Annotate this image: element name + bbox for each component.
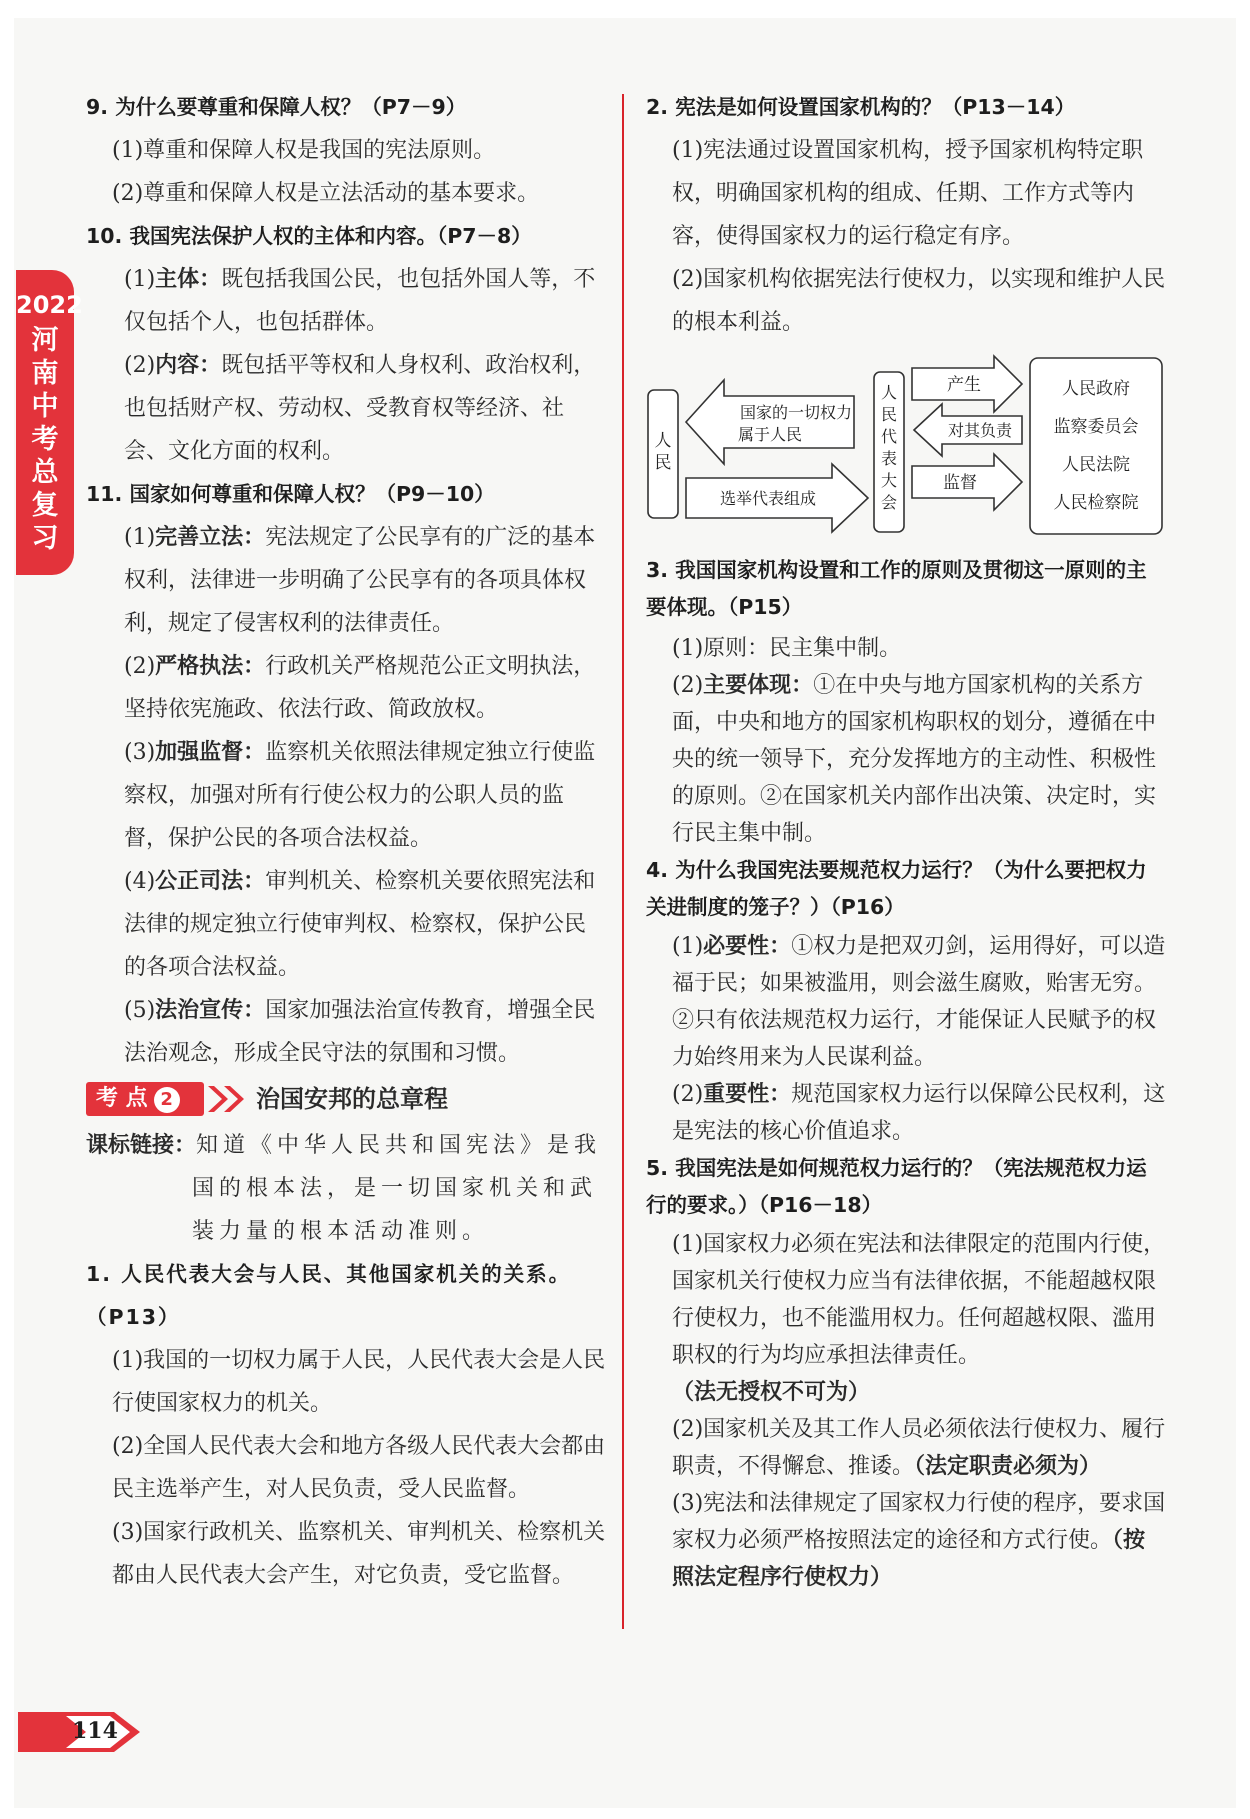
- side-tab-char: 复: [31, 490, 59, 521]
- answer-item: (1)主体：既包括我国公民，也包括外国人等，不仅包括个人，也包括群体。: [124, 267, 596, 335]
- answer-item: (1)宪法通过设置国家机构，授予国家机构特定职权，明确国家机构的组成、任期、工作方式等内容，使得国家权力的运行稳定有序。: [672, 138, 1144, 249]
- right-column-lower: [646, 552, 1166, 1596]
- question-title: 11. 国家如何尊重和保障人权？（P9－10）: [86, 482, 495, 506]
- answer-item: (1)完善立法：宪法规定了公民享有的广泛的基本权利，法律进一步明确了公民享有的各项具体权利，规定了侵害权利的法律责任。: [124, 525, 596, 636]
- side-tab-year: 2022: [16, 291, 83, 319]
- answer-item: (2)尊重和保障人权是立法活动的基本要求。: [112, 181, 540, 206]
- question-title: 9. 为什么要尊重和保障人权？（P7－9）: [86, 95, 467, 119]
- answer-item: (1)必要性：①权力是把双刃剑，运用得好，可以造福于民；如果被滥用，则会滋生腐败，贻害无穷。②只有依法规范权力运行，才能保证人民赋予的权力始终用来为人民谋利益。: [672, 934, 1166, 1070]
- answer-item: (2)内容：既包括平等权和人身权利、政治权利，也包括财产权、劳动权、受教育权等经济、社会、文化方面的权利。: [124, 353, 596, 464]
- arrow-to-people-label: 国家的一切权力属于人民: [737, 403, 853, 444]
- left-column-lower: [86, 1124, 606, 1597]
- answer-item: (4)公正司法：审判机关、检察机关要依照宪法和法律的规定独立行使审判权、检察权，保护公民的各项合法权益。: [124, 869, 596, 980]
- page-number: 114: [72, 1718, 118, 1744]
- arrow-produce-label: 产生: [947, 375, 981, 395]
- side-tab-char: 总: [31, 457, 59, 488]
- side-tab-char: 中: [31, 391, 59, 422]
- question-title: 5. 我国宪法是如何规范权力运行的？（宪法规范权力运行的要求。）（P16－18）: [646, 1156, 1147, 1217]
- answer-item: (2)重要性：规范国家权力运行以保障公民权利，这是宪法的核心价值追求。: [672, 1082, 1166, 1144]
- kaodian-title: 治国安邦的总章程: [256, 1085, 448, 1113]
- right-column-upper: [646, 86, 1166, 344]
- question-title: 10. 我国宪法保护人权的主体和内容。（P7－8）: [86, 224, 532, 248]
- organ-label: 人民法院: [1062, 455, 1130, 475]
- answer-item: (2)严格执法：行政机关严格规范公正文明执法，坚持依宪施政、依法行政、简政放权。: [124, 654, 596, 722]
- organ-label: 人民政府: [1062, 379, 1130, 399]
- answer-item: (2)主要体现：①在中央与地方国家机构的关系方面，中央和地方的国家机构职权的划分，遵循在中央的统一领导下，充分发挥地方的主动性、积极性的原则。②在国家机关内部作出决策、决定时，实行民主集中制。: [672, 673, 1157, 846]
- answer-item: (5)法治宣传：国家加强法治宣传教育，增强全民法治观念，形成全民守法的氛围和习惯。: [124, 998, 596, 1066]
- left-column-upper: [86, 86, 606, 1075]
- answer-item: (3)加强监督：监察机关依照法律规定独立行使监察权，加强对所有行使公权力的公职人员的监督，保护公民的各项合法权益。: [124, 740, 596, 851]
- kaodian-label: 考 点: [96, 1086, 148, 1111]
- organ-label: 监察委员会: [1053, 417, 1139, 437]
- answer-item: (1)尊重和保障人权是我国的宪法原则。: [112, 138, 496, 163]
- answer-item: (3)宪法和法律规定了国家权力行使的程序，要求国家权力必须严格按照法定的途径和方式行使。（按照法定程序行使权力）: [672, 1491, 1166, 1590]
- arrow-to-npc-label: 选举代表组成: [719, 489, 817, 508]
- answer-item: (1)原则：民主集中制。: [672, 636, 902, 661]
- answer-item: (1)国家权力必须在宪法和法律限定的范围内行使，国家机关行使权力应当有法律依据，不能超越权限行使权力，也不能滥用权力。任何超越权限、滥用职权的行为均应承担法律责任。（法无授权不可为）: [672, 1232, 1166, 1405]
- npc-label: 人民代表大会: [880, 383, 898, 512]
- answer-item: (2)国家机构依据宪法行使权力，以实现和维护人民的根本利益。: [672, 267, 1166, 335]
- arrow-supervise-label: 监督: [943, 473, 977, 493]
- arrow-responsible-label: 对其负责: [947, 421, 1013, 440]
- curriculum-link: 课标链接：知道《中华人民共和国宪法》是我国的根本法，是一切国家机关和武装力量的根本活动准则。: [86, 1133, 602, 1244]
- answer-item: (2)全国人民代表大会和地方各级人民代表大会都由民主选举产生，对人民负责，受人民监督。: [112, 1434, 606, 1502]
- column-divider: [622, 94, 624, 1629]
- answer-item: (3)国家行政机关、监察机关、审判机关、检察机关都由人民代表大会产生，对它负责，受它监督。: [112, 1520, 606, 1588]
- side-tab-char: 河: [31, 325, 59, 356]
- side-tab-char: 考: [31, 424, 59, 455]
- question-title: 4. 为什么我国宪法要规范权力运行？（为什么要把权力关进制度的笼子？）（P16）: [646, 858, 1147, 919]
- double-arrow-icon: [206, 1082, 250, 1116]
- people-label: 人民: [654, 431, 672, 473]
- side-tab-char: 习: [31, 523, 59, 554]
- question-title: 3. 我国国家机构设置和工作的原则及贯彻这一原则的主要体现。（P15）: [646, 558, 1147, 619]
- kaodian-badge: [86, 1082, 204, 1116]
- organ-label: 人民检察院: [1053, 493, 1139, 513]
- question-title: 2. 宪法是如何设置国家机构的？（P13－14）: [646, 95, 1076, 119]
- side-tab-char: 南: [31, 358, 59, 389]
- question-title: 1. 人民代表大会与人民、其他国家机关的关系。（P13）: [86, 1262, 572, 1329]
- kaodian-number: 2: [154, 1087, 180, 1113]
- side-tab: [16, 270, 83, 575]
- answer-item: (2)国家机关及其工作人员必须依法行使权力、履行职责，不得懈怠、推诿。（法定职责必须为）: [672, 1417, 1166, 1479]
- answer-item: (1)我国的一切权力属于人民，人民代表大会是人民行使国家权力的机关。: [112, 1348, 606, 1416]
- power-relationship-diagram: [646, 354, 1166, 540]
- arrow-to-people: [686, 380, 854, 464]
